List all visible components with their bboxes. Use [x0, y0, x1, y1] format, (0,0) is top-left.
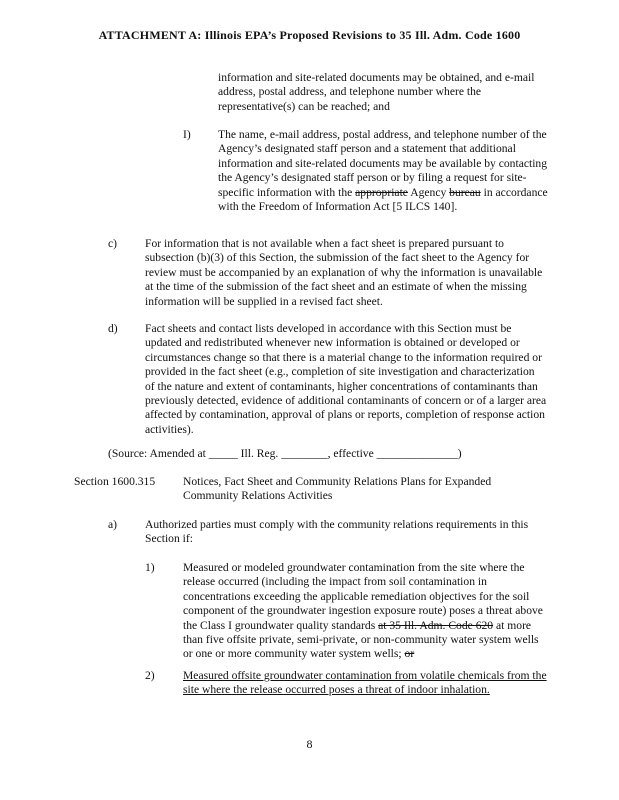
struck-reference: at 35 Ill. Adm. Code 620	[378, 618, 494, 632]
item-I-label: I)	[183, 128, 191, 141]
item-d-text: Fact sheets and contact lists developed in accordance with this Section must be updated and redistributed whenever new information is obtained or developed or circumstances change so that there is a material change to the information required or provided in the fact sheet (e.g., completion of site investigation and characterization of the nature and extent of contaminants, higher concentrations of contaminants than previously detected, evidence of additional contaminants of concern or of a larger area affected by contamination, approval of plans or reports, completion of response action activities).	[145, 322, 547, 436]
item-I-text: The name, e-mail address, postal address, and telephone number of the Agency’s designated staff person and a statement that additional information and site-related documents may be available by contacting the Agency’s designated staff person or by filing a request for site-specific information with the appropriate Agency bureau in accordance with the Freedom of Information Act [5 ILCS 140].	[218, 128, 548, 214]
struck-bureau: bureau	[449, 185, 481, 199]
item-c-label: c)	[108, 237, 118, 250]
item-1-label: 1)	[145, 561, 155, 574]
struck-or: or	[404, 647, 415, 661]
underlined-insertion: Measured offsite groundwater contamination from volatile chemicals from the site where the release occurred poses a threat of indoor inhalation.	[183, 669, 547, 697]
item-2-text	[183, 669, 551, 698]
item-a-text: Authorized parties must comply with the community relations requirements in this Section if:	[145, 518, 529, 546]
source-note: (Source: Amended at _____ Ill. Reg. ________, effective ______________)	[108, 447, 462, 460]
item-c-text: For information that is not available when a fact sheet is prepared pursuant to subsection (b)(3) of this Section, the submission of the fact sheet to the Agency for review must be accompanied by an explanation of why the information is unavailable at the time of the submission of the fact sheet and an estimate of when the missing information will be supplied in a revised fact sheet.	[145, 237, 543, 308]
item-1-text: Measured or modeled groundwater contamination from the site where the release occurred (including the impact from soil contamination in concentrations exceeding the applicable remediation objectives for the soil component of the groundwater ingestion exposure route) poses a threat above the Class I groundwater quality standards at 35 Ill. Adm. Code 620 at more than five offsite private, semi-private, or non-community water system wells or one or more community water system wells; or	[183, 561, 543, 661]
struck-appropriate: appropriate	[355, 185, 408, 199]
page-number: 8	[306, 737, 313, 751]
page-header: ATTACHMENT A: Illinois EPA’s Proposed Revisions to 35 Ill. Adm. Code 1600	[98, 28, 521, 42]
item-d-label: d)	[108, 322, 118, 335]
section-number: Section 1600.315	[74, 475, 156, 488]
section-title: Notices, Fact Sheet and Community Relations Plans for Expanded Community Relations Activities	[183, 475, 492, 503]
item-a-label: a)	[108, 518, 118, 531]
continued-paragraph: information and site-related documents may be obtained, and e-mail address, postal address, and telephone number where the representative(s) can be reached; and	[218, 71, 535, 113]
item-2-label: 2)	[145, 669, 155, 682]
